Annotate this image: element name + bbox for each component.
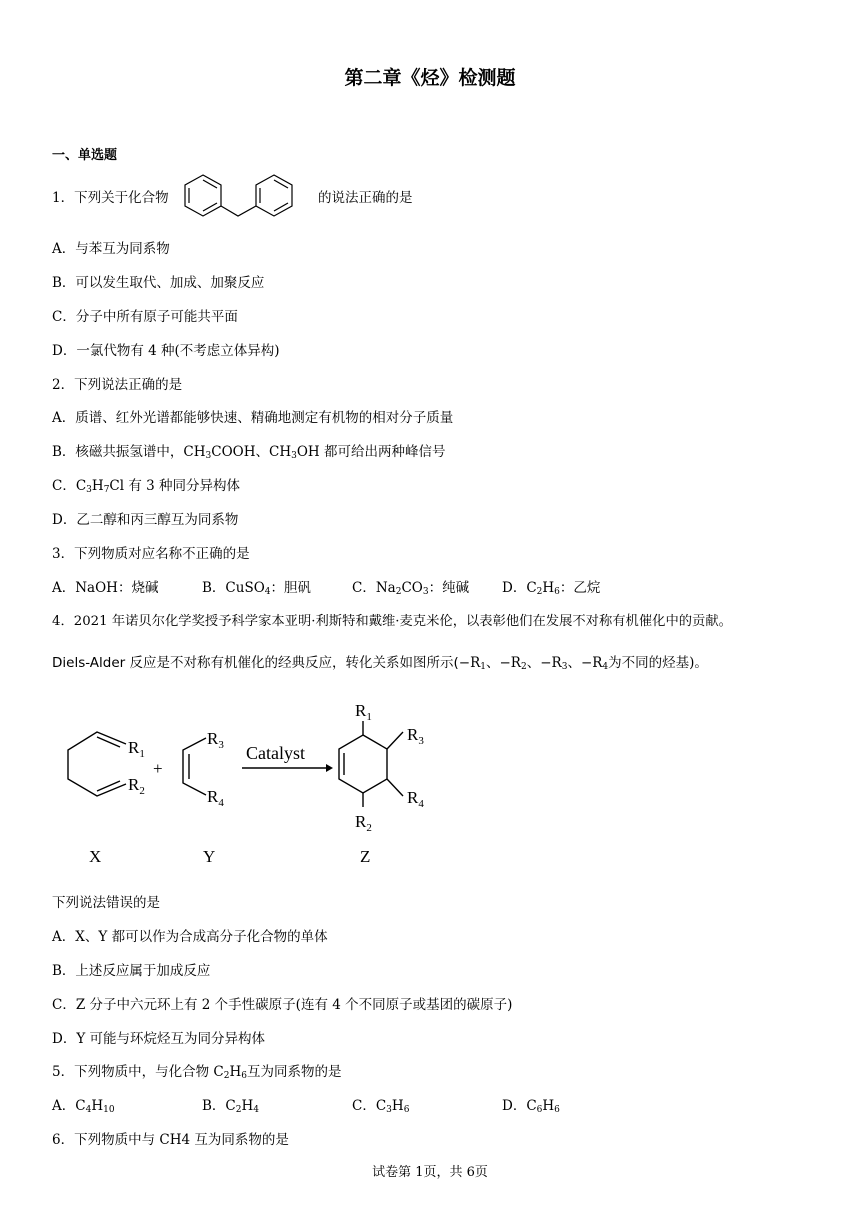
q1-stem-post: 的说法正确的是 bbox=[318, 190, 413, 206]
q1-option-c: C．分子中所有原子可能共平面 bbox=[52, 309, 238, 325]
q1-option-b: B．可以发生取代、加成、加聚反应 bbox=[52, 275, 265, 291]
label-x: X bbox=[89, 847, 102, 866]
q2-option-a: A．质谱、红外光谱都能够快速、精确地测定有机物的相对分子质量 bbox=[52, 410, 454, 426]
q3-option-a: A．NaOH：烧碱 bbox=[52, 580, 159, 596]
q1-option-d: D．一氯代物有 4 种(不考虑立体异构) bbox=[52, 343, 280, 359]
q3-option-d: D．$C_2H_6$：乙烷 bbox=[502, 580, 601, 597]
q5-option-c: C．$C_3H_6$ bbox=[352, 1098, 410, 1115]
q4-stem-line1: 4．2021 年诺贝尔化学奖授予科学家本亚明·利斯特和戴维·麦克米伦，以表彰他们在发展不对称有机催化中的贡献。 bbox=[52, 614, 732, 629]
z-r1-label: $R_1$ bbox=[355, 701, 372, 723]
page-title: 第二章《烃》检测题 bbox=[344, 67, 516, 89]
q4-prompt: 下列说法错误的是 bbox=[52, 895, 160, 911]
q4-option-c: C．Z 分子中六元环上有 2 个手性碳原子(连有 4 个不同原子或基团的碳原子) bbox=[52, 997, 513, 1013]
q3-option-c: C．$Na_2CO_3$：纯碱 bbox=[352, 580, 470, 597]
label-y: Y bbox=[203, 847, 216, 866]
x-r1-label: $R_1$ bbox=[128, 738, 145, 760]
y-r4-label: $R_4$ bbox=[207, 787, 224, 809]
q5-option-d: D．$C_6H_6$ bbox=[502, 1098, 560, 1115]
q2-option-d: D．乙二醇和丙三醇互为同系物 bbox=[52, 512, 239, 528]
z-r3-label: $R_3$ bbox=[407, 725, 424, 747]
section-heading: 一、单选题 bbox=[52, 148, 118, 163]
y-r3-label: $R_3$ bbox=[207, 729, 224, 751]
q5-stem: 5．下列物质中，与化合物 $C_2H_6$互为同系物的是 bbox=[52, 1064, 342, 1081]
q6-stem: 6．下列物质中与 CH4 互为同系物的是 bbox=[52, 1132, 289, 1148]
q1-stem-pre: 1．下列关于化合物 bbox=[52, 190, 169, 206]
q4-option-d: D．Y 可能与环烷烃互为同分异构体 bbox=[52, 1031, 266, 1047]
q1-stem bbox=[52, 189, 169, 207]
z-r4-label: $R_4$ bbox=[407, 788, 424, 810]
diphenylmethane-structure bbox=[180, 170, 316, 230]
z-r2-label: $R_2$ bbox=[355, 812, 372, 834]
plus-sign: + bbox=[153, 759, 163, 778]
q2-stem: 2．下列说法正确的是 bbox=[52, 377, 183, 393]
q4-stem-line2: Diels-Alder 反应是不对称有机催化的经典反应，转化关系如图所示($-R_1$、$-R_2$、$-R_3$、$-R_4$为不同的烃基)。 bbox=[52, 655, 708, 672]
q2-option-b: B．核磁共振氢谱中，$CH_3COOH$、$CH_3OH$ 都可给出两种峰信号 bbox=[52, 444, 446, 461]
x-r2-label: $R_2$ bbox=[128, 775, 145, 797]
q3-option-b: B．CuSO$_4$：胆矾 bbox=[202, 580, 311, 597]
q1-option-a: A．与苯互为同系物 bbox=[52, 241, 170, 257]
q5-option-b: B．$C_2H_4$ bbox=[202, 1098, 259, 1115]
catalyst-label: Catalyst bbox=[246, 743, 305, 763]
q2-option-c: C．$C_3H_7Cl$ 有 3 种同分异构体 bbox=[52, 478, 241, 495]
page-footer: 试卷第 1页，共 6页 bbox=[372, 1165, 488, 1180]
q4-option-b: B．上述反应属于加成反应 bbox=[52, 963, 211, 979]
q4-option-a: A．X、Y 都可以作为合成高分子化合物的单体 bbox=[52, 929, 328, 945]
diels-alder-scheme bbox=[50, 695, 450, 870]
q3-stem: 3．下列物质对应名称不正确的是 bbox=[52, 546, 250, 562]
label-z: Z bbox=[360, 847, 371, 866]
q5-option-a: A．$C_4H_{10}$ bbox=[52, 1098, 115, 1115]
